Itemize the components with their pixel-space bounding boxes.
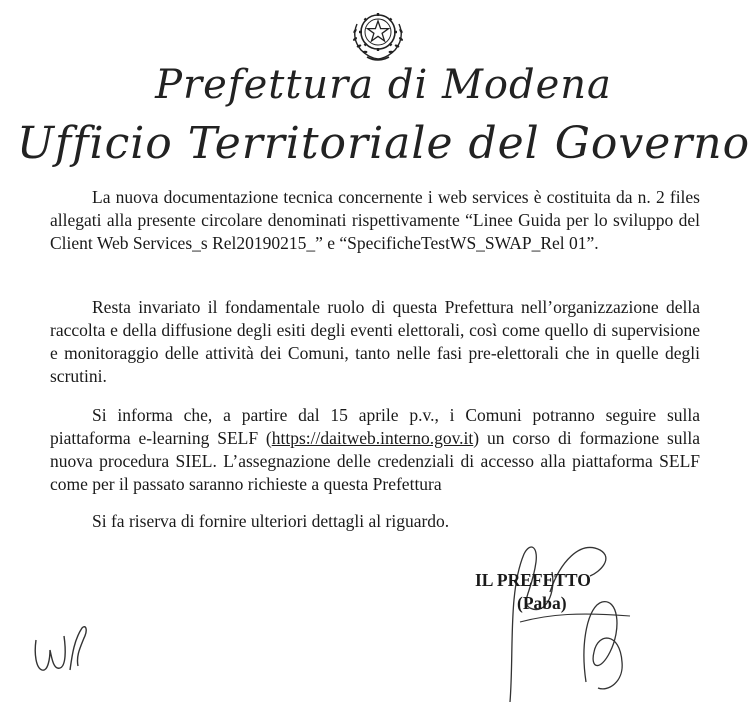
signatory-title: IL PREFETTO bbox=[475, 570, 591, 590]
paragraph-prefecture-role: Resta invariato il fondamentale ruolo di questa Prefettura nell’organizzazione della raccolta e della diffusione degli esiti degli eventi elettorali, così come quello di supervisione e monitoraggio delle attività dei Comuni, tanto nelle fasi pre-elettorali che in quelle degli scrutini. bbox=[50, 297, 700, 386]
training-text-before: Si informa che, a partire dal 15 aprile p.v., i Comuni potranno seguire sulla piattaforma e-learning SELF ( bbox=[50, 405, 700, 448]
self-platform-link[interactable]: https://daitweb.interno.gov.it bbox=[271, 428, 474, 448]
prefecture-title: Prefettura di Modena bbox=[155, 62, 612, 108]
signature-block bbox=[475, 569, 645, 615]
office-subtitle: Ufficio Territoriale del Governo bbox=[16, 118, 751, 169]
italian-republic-emblem-icon bbox=[347, 4, 409, 64]
signatory-name: (Paba) bbox=[517, 593, 567, 613]
handwritten-signature-icon bbox=[490, 532, 640, 712]
paragraph-further-details: Si fa riserva di fornire ulteriori dettagli al riguardo. bbox=[92, 511, 450, 531]
paragraph-documentation: La nuova documentazione tecnica concernente i web services è costituita da n. 2 files allegati alla presente circolare denominati rispettivamente “Linee Guida per lo sviluppo del Client Web Services_s Rel20190215_” e “SpecificheTestWS_SWAP_Rel 01”. bbox=[50, 187, 700, 253]
training-text-after: ) un corso di formazione sulla nuova procedura SIEL. L’assegnazione delle credenziali di accesso alla piattaforma SELF come per il passato saranno richieste a questa Prefettura bbox=[50, 428, 700, 494]
handwritten-initials-icon bbox=[30, 620, 100, 680]
paragraph-training-info bbox=[50, 404, 700, 496]
